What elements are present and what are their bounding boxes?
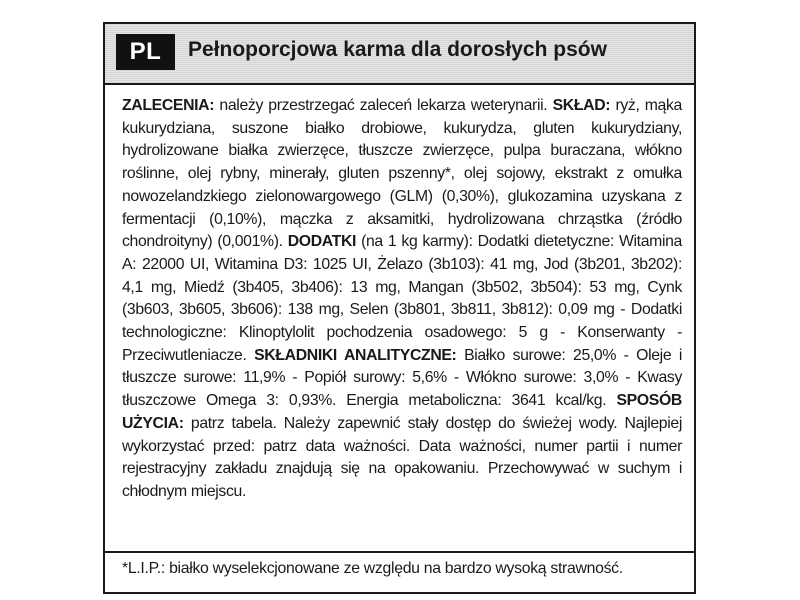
additives-text: (na 1 kg karmy): Dodatki dietetyczne: Witamina A: 22000 UI, Witamina D3: 1025 UI, Żelazo (3b103): 41 mg, Jod (3b201, 3b202): 4,1 mg, Miedź (3b405, 3b406): 13 mg, Mangan (3b502, 3b504): 53 mg, Cynk (3b603, 3b605, 3b606): 138 mg, Selen (3b801, 3b811, 3b812): 0,09 mg - Dodatki technologiczne: Klinoptylolit pochodzenia osadowego: 5 g - Konserwanty - Przeciwutleniacze. bbox=[122, 233, 682, 364]
product-title: Pełnoporcjowa karma dla dorosłych psów bbox=[188, 38, 607, 61]
additives-heading: DODATKI bbox=[287, 233, 357, 251]
usage-heading: SPOSÓB UŻYCIA: bbox=[122, 392, 682, 432]
analytical-text: Białko surowe: 25,0% - Oleje i tłuszcze surowe: 11,9% - Popiół surowy: 5,6% - Włókno surowe: 3,0% - Kwasy tłuszczowe Omega 3: 0,93%. Energia metaboliczna: 3641 kcal/kg. bbox=[122, 346, 683, 410]
recommendations-heading: ZALECENIA: bbox=[122, 97, 215, 114]
product-label bbox=[103, 22, 696, 594]
usage-text: patrz tabela. Należy zapewnić stały dostęp do świeżej wody. Najlepiej wykorzystać przed: patrz data ważności. Data ważności, numer partii i numer rejestracyjny zakładu znajdują się na opakowaniu. Przechowywać w suchym i chłodnym miejscu. bbox=[122, 414, 682, 500]
composition-text: ryż, mąka kukurydziana, suszone białko drobiowe, kukurydza, gluten kukurydziany, hydrolizowane białka zwierzęce, tłuszcze zwierzęce, pulpa buraczana, włókno roślinne, olej rybny, minerały, gluten pszenny*, olej sojowy, ekstrakt z omułka nowozelandzkiego zielonowargowego (GLM) (0,30%), glukozamina uzyskana z fermentacji (0,10%), mączka z aksamitki, hydrolizowana chrząstka (źródło chondroityny) (0,001%). bbox=[122, 97, 682, 251]
footnote-divider bbox=[105, 551, 694, 553]
label-header bbox=[105, 24, 694, 85]
language-badge: PL bbox=[116, 34, 175, 70]
recommendations-text: należy przestrzegać zaleceń lekarza weterynarii. bbox=[214, 97, 553, 114]
analytical-heading: SKŁADNIKI ANALITYCZNE: bbox=[254, 346, 457, 364]
composition-heading: SKŁAD: bbox=[552, 97, 611, 114]
footnote: *L.I.P.: białko wyselekcjonowane ze względu na bardzo wysoką strawność. bbox=[122, 560, 623, 577]
label-body-text bbox=[122, 95, 682, 504]
